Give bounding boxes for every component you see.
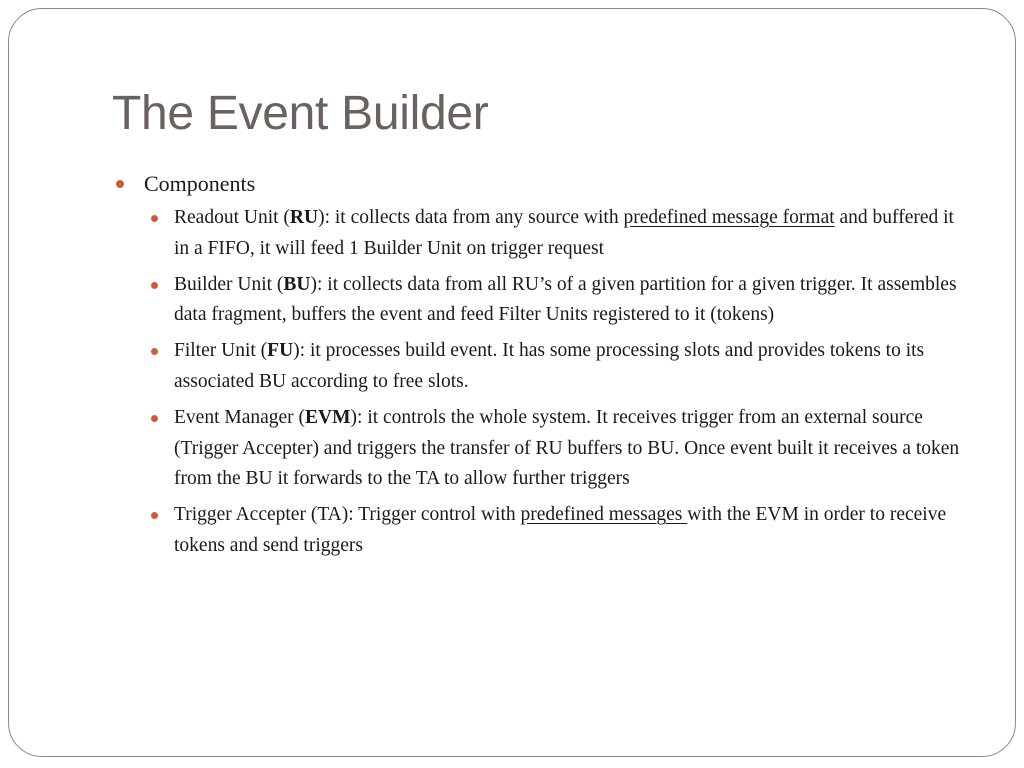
item-text-pre: Filter Unit ( [174,340,268,362]
list-item-builder-unit [150,270,963,331]
item-text-post: ): it processes build event. It has some processing slots and provides tokens to its associated BU according to free slots. [174,340,925,392]
bullet-dot-icon [151,215,158,222]
list-item-trigger-accepter [150,500,963,561]
item-text-mid: ): it collects data from any source with [318,207,624,228]
underlined-term: predefined messages [520,504,688,526]
bullet-dot-icon [151,512,158,519]
underlined-term: predefined message format [623,207,835,228]
bullet-components [113,168,963,200]
item-text-post: ): it controls the whole system. It receives trigger from an external source (Trigger Accepter) and triggers the transfer of RU buffers to BU. Once event built it receives a token from the BU it forwards to the TA to allow further triggers [174,407,960,490]
components-heading: Components [144,171,256,196]
slide-title: The Event Builder [112,87,489,140]
components-list [150,203,963,562]
bullet-dot-icon [151,282,158,289]
bullet-dot-icon [151,348,158,355]
item-text-post: ): it collects data from all RU’s of a given partition for a given trigger. It assembles data fragment, buffers the event and feed Filter Units registered to it (tokens) [174,273,957,326]
item-text-post: and buffered it in a FIFO, it will feed 1 Builder Unit on trigger request [174,207,954,259]
item-abbr: BU [283,273,311,295]
bullet-dot-icon [116,180,124,188]
list-item-filter-unit [150,336,963,397]
list-item-event-manager [150,403,963,495]
slide-content [113,168,963,567]
item-abbr: RU [289,207,319,228]
bullet-dot-icon [151,415,158,422]
item-text-pre: Event Manager ( [174,407,306,429]
item-text-pre: Readout Unit ( [174,207,290,228]
list-item-readout-unit [150,203,963,264]
item-abbr: EVM [305,407,351,429]
item-text-post: with the EVM in order to receive tokens and send triggers [174,504,947,556]
item-abbr: FU [267,340,294,362]
item-text-pre: Builder Unit ( [174,273,284,295]
item-text-pre: Trigger Accepter (TA): Trigger control with [174,504,521,526]
